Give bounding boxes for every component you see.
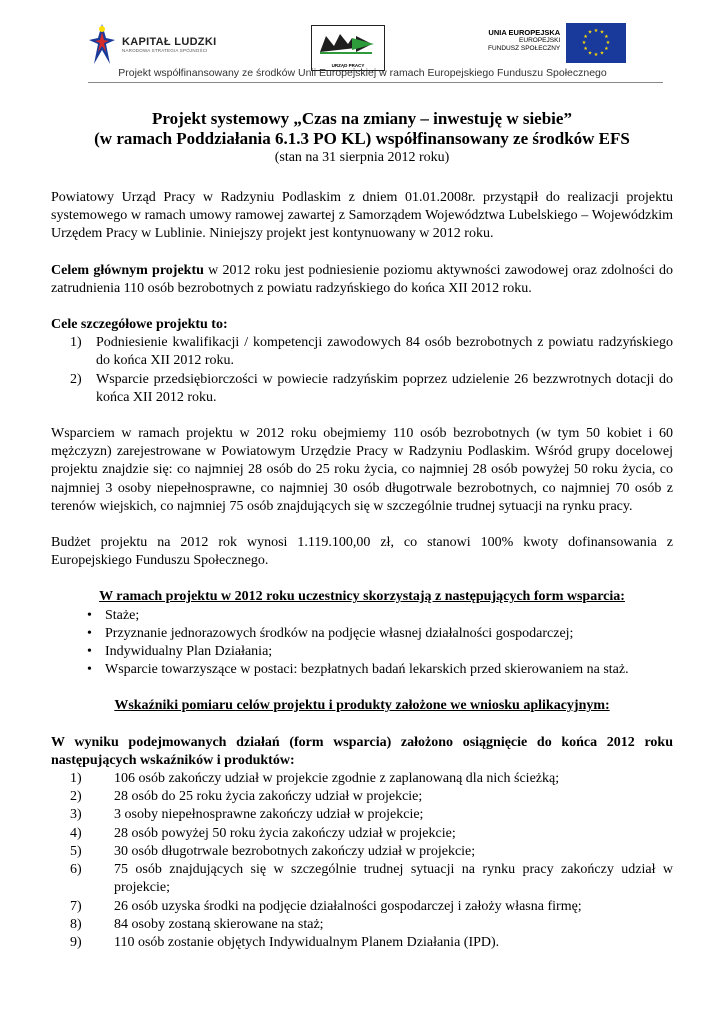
list-text: 110 osób zostanie objętych Indywidualnym Planem Działania (IPD).	[114, 934, 500, 950]
form-text: Staże;	[105, 607, 140, 623]
bullet-icon: •	[87, 662, 92, 678]
indicator-item	[69, 788, 673, 806]
form-item	[51, 661, 673, 679]
svg-text:★: ★	[604, 34, 609, 40]
list-text: 106 osób zakończy udział w projekcie zgodnie z zaplanowaną dla nich ścieżką;	[114, 771, 560, 787]
form-item	[51, 625, 673, 643]
list-number: 1)	[70, 335, 82, 351]
cofinance-note: Projekt współfinansowany ze środków Unii Europejskiej w ramach Europejskiego Funduszu Społecznego	[118, 67, 607, 79]
list-number: 6)	[70, 862, 82, 878]
form-text: Przyznanie jednorazowych środków na podjęcie własnej działalności gospodarczej;	[105, 625, 574, 641]
list-number: 5)	[70, 843, 82, 859]
title-line-1: Projekt systemowy „Czas na zmiany – inwestuję w siebie”	[152, 109, 572, 128]
bullet-icon: •	[87, 644, 92, 660]
goal-text: w 2012 roku jest podniesienie poziomu aktywności zawodowej oraz zdolności do zatrudnienia 110 osób bezrobotnych z powiatu radzyńskiego do końca XII 2012 roku.	[51, 262, 673, 296]
specific-goal-item	[51, 371, 673, 407]
intro-paragraph: Powiatowy Urząd Pracy w Radzyniu Podlaskim z dniem 01.01.2008r. przystąpił do realizacji projektu systemowego w ramach umowy ramowej zawartej z Samorządem Województwa Lubelskiego – Wojewódzkim Urzędem Pracy w Lublinie. Niniejszy projekt jest kontynuowany w 2012 roku.	[51, 190, 673, 242]
indicators-intro-text: W wyniku podejmowanych działań (form wsparcia) założono osiągnięcie do końca 2012 roku następujących wskaźników i produktów:	[51, 734, 673, 768]
support-paragraph: Wsparciem w ramach projektu w 2012 roku obejmiemy 110 osób bezrobotnych (w tym 50 kobiet i 60 mężczyzn) zarejestrowane w Powiatowym Urzędzie Pracy w Radzyniu Podlaskim. Wśród grupy docelowej projektu znajdzie się: co najmniej 28 osób do 25 roku życia, co najmniej 28 osób powyżej 50 roku życia, co najmniej 3 osoby niepełnosprawne, co najmniej 30 osób długotrwale bezrobotnych, co najmniej 70 osób z terenów wiejskich, co najmniej 75 osób znajdujących się w szczególnie trudnej sytuacji na rynku pracy.	[51, 426, 673, 514]
forms-heading: W ramach projektu w 2012 roku uczestnicy skorzystają z następujących form wsparcia:	[99, 589, 625, 605]
form-text: Wsparcie towarzyszące w postaci: bezpłatnych badań lekarskich przed skierowaniem na staż.	[105, 662, 629, 678]
bullet-icon: •	[87, 607, 92, 623]
indicator-item	[69, 825, 673, 843]
list-text: 26 osób uzyska środki na podjęcie działalności gospodarczej i założy własna firmę;	[114, 898, 582, 914]
budget-paragraph: Budżet projektu na 2012 rok wynosi 1.119.100,00 zł, co stanowi 100% kwoty dofinansowania z Europejskiego Funduszu Społecznego.	[51, 535, 673, 569]
indicator-item	[69, 770, 673, 788]
list-number: 9)	[70, 934, 82, 950]
ue-title: UNIA EUROPEJSKA	[488, 28, 561, 37]
indicators-intro	[51, 734, 673, 770]
indicator-item	[69, 806, 673, 824]
goal-paragraph	[51, 262, 673, 298]
svg-text:★: ★	[581, 40, 587, 46]
kl-title: KAPITAŁ LUDZKI	[122, 35, 217, 48]
svg-text:★: ★	[593, 28, 599, 34]
svg-text:★: ★	[587, 50, 593, 57]
svg-text:★: ★	[593, 52, 599, 58]
goal-bold: Celem głównym projektu	[51, 262, 204, 278]
list-text: Wsparcie przedsiębiorczości w powiecie radzyńskim poprzez udzielenie 26 bezzwrotnych dotacji do końca XII 2012 roku.	[96, 371, 673, 405]
urzad-pracy-emblem-icon	[312, 26, 384, 60]
specific-goals-list	[51, 334, 673, 407]
svg-text:★: ★	[605, 40, 611, 46]
kl-subtitle: NARODOWA STRATEGIA SPÓJNOŚCI	[122, 47, 208, 53]
forms-list	[51, 607, 673, 680]
list-text: 3 osoby niepełnosprawne zakończy udział w projekcie;	[114, 807, 424, 823]
list-number: 2)	[70, 371, 82, 387]
list-text: 28 osób do 25 roku życia zakończy udział w projekcie;	[114, 789, 423, 805]
indicator-item	[69, 934, 673, 952]
list-number: 2)	[70, 789, 82, 805]
list-number: 4)	[70, 825, 82, 841]
indicator-item	[69, 843, 673, 861]
form-text: Indywidualny Plan Działania;	[105, 644, 273, 660]
list-number: 1)	[70, 771, 82, 787]
svg-text:★: ★	[604, 46, 609, 52]
urzad-pracy-logo	[311, 25, 385, 71]
list-number: 8)	[70, 916, 82, 932]
svg-text:★: ★	[583, 46, 589, 52]
ue-line2: FUNDUSZ SPOŁECZNY	[488, 45, 561, 52]
list-text: 75 osób znajdujących się w szczególnie trudnej sytuacji na rynku pracy zakończy udział w projekcie;	[114, 862, 673, 896]
kapital-ludzki-emblem-icon	[88, 22, 116, 66]
form-item	[51, 607, 673, 625]
list-text: 30 osób długotrwale bezrobotnych zakończy udział w projekcie;	[114, 843, 476, 859]
header-divider	[88, 82, 663, 83]
ue-efs-logo	[488, 23, 626, 63]
ue-line1: EUROPEJSKI	[519, 37, 561, 44]
date-note: (stan na 31 sierpnia 2012 roku)	[274, 150, 450, 165]
svg-text:★: ★	[587, 29, 593, 36]
svg-text:★: ★	[599, 50, 605, 57]
specific-goal-item	[51, 334, 673, 370]
header-logos	[88, 20, 663, 72]
svg-text:★: ★	[599, 29, 605, 36]
indicators-list	[69, 770, 673, 952]
indicator-item	[69, 916, 673, 934]
list-text: 84 osoby zostaną skierowane na staż;	[114, 916, 324, 932]
indicator-item	[69, 861, 673, 897]
list-text: 28 osób powyżej 50 roku życia zakończy udział w projekcie;	[114, 825, 456, 841]
document-body	[51, 109, 673, 952]
up-label: URZĄD PRACY	[331, 63, 365, 68]
specific-goals-heading	[51, 316, 673, 334]
list-number: 7)	[70, 898, 82, 914]
bullet-icon: •	[87, 625, 92, 641]
eu-flag-icon	[566, 23, 626, 63]
list-number: 3)	[70, 807, 82, 823]
list-text: Podniesienie kwalifikacji / kompetencji zawodowych 84 osób bezrobotnych z powiatu radzyńskiego do końca XII 2012 roku.	[96, 335, 673, 369]
kapital-ludzki-logo	[88, 22, 216, 66]
form-item	[51, 643, 673, 661]
title-line-2: (w ramach Poddziałania 6.1.3 PO KL) współfinansowany ze środków EFS	[94, 129, 630, 148]
indicator-item	[69, 898, 673, 916]
specific-heading-text: Cele szczegółowe projektu to:	[51, 317, 228, 333]
indicators-heading: Wskaźniki pomiaru celów projektu i produkty założone we wniosku aplikacyjnym:	[114, 698, 610, 714]
svg-text:★: ★	[583, 34, 589, 40]
